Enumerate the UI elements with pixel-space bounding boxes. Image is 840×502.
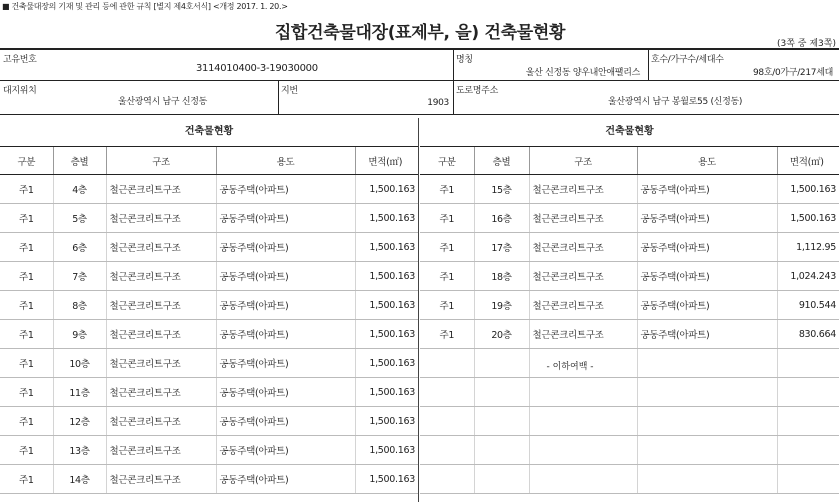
cell-floor: 18층	[474, 262, 529, 291]
cell-floor: 14층	[53, 465, 106, 494]
cell-structure: 철근콘크리트구조	[529, 233, 637, 262]
cell-type: 주1	[420, 204, 474, 233]
table-row	[0, 204, 418, 233]
cell-use: 공동주택(아파트)	[216, 291, 355, 320]
table-row	[420, 204, 839, 233]
header-vdivider	[278, 80, 279, 114]
cell-floor: 15층	[474, 175, 529, 204]
cell-area: 1,500.163	[355, 262, 418, 291]
table-row	[420, 233, 839, 262]
col-header-type: 구분	[420, 147, 474, 175]
col-header-structure: 구조	[529, 147, 637, 175]
cell-use: 공동주택(아파트)	[216, 465, 355, 494]
road-address-value: 울산광역시 남구 봉월로55 (신정동)	[608, 97, 743, 107]
cell-type: 주1	[0, 378, 53, 407]
cell-type: 주1	[0, 320, 53, 349]
cell-area: 1,500.163	[355, 349, 418, 378]
page-info: (3쪽 중 제3쪽)	[777, 39, 836, 49]
cell-structure: 철근콘크리트구조	[529, 204, 637, 233]
cell-area: 1,500.163	[355, 465, 418, 494]
cell-type: 주1	[420, 320, 474, 349]
col-header-type: 구분	[0, 147, 53, 175]
cell-structure: 철근콘크리트구조	[529, 291, 637, 320]
cell-area: 1,500.163	[355, 378, 418, 407]
cell-type: 주1	[0, 204, 53, 233]
unique-no-label: 고유번호	[3, 55, 37, 65]
table-row	[0, 291, 418, 320]
cell-floor: 7층	[53, 262, 106, 291]
cell-floor	[474, 436, 529, 465]
cell-area: 1,112.95	[777, 233, 839, 262]
cell-type	[420, 407, 474, 436]
col-header-floor: 층별	[53, 147, 106, 175]
cell-structure: 철근콘크리트구조	[106, 204, 216, 233]
cell-use: 공동주택(아파트)	[637, 262, 777, 291]
cell-use	[637, 465, 777, 494]
units-label: 호수/가구수/세대수	[651, 55, 724, 65]
site-value: 울산광역시 남구 신정동	[118, 97, 208, 107]
cell-area: 1,500.163	[355, 436, 418, 465]
cell-type	[420, 436, 474, 465]
cell-floor: 8층	[53, 291, 106, 320]
cell-floor: 4층	[53, 175, 106, 204]
cell-structure: 철근콘크리트구조	[529, 175, 637, 204]
cell-use	[637, 378, 777, 407]
cell-area: 1,500.163	[355, 233, 418, 262]
cell-use: 공동주택(아파트)	[216, 349, 355, 378]
cell-area	[777, 465, 839, 494]
header-bottom-border	[0, 114, 839, 115]
cell-type: 주1	[420, 291, 474, 320]
section-title-left: 건축물현황	[184, 126, 234, 137]
cell-floor: 5층	[53, 204, 106, 233]
cell-use: 공동주택(아파트)	[637, 204, 777, 233]
lot-value: 1903	[427, 98, 449, 108]
cell-type: 주1	[0, 291, 53, 320]
units-value: 98호/0가구/217세대	[753, 68, 833, 78]
cell-use: 공동주택(아파트)	[637, 320, 777, 349]
cell-structure: 철근콘크리트구조	[106, 349, 216, 378]
col-header-floor: 층별	[474, 147, 529, 175]
cell-area: 1,500.163	[355, 407, 418, 436]
unique-no-value: 3114010400-3-19030000	[196, 63, 318, 74]
cell-structure: 철근콘크리트구조	[106, 407, 216, 436]
cell-type	[420, 378, 474, 407]
cell-use: 공동주택(아파트)	[216, 320, 355, 349]
name-label: 명칭	[456, 55, 473, 65]
name-value: 울산 신정동 양우내안애팰리스	[525, 68, 640, 78]
cell-structure: 철근콘크리트구조	[106, 320, 216, 349]
cell-structure	[529, 465, 637, 494]
cell-structure: 철근콘크리트구조	[106, 233, 216, 262]
cell-area	[777, 349, 839, 378]
table-row	[0, 320, 418, 349]
cell-floor: 6층	[53, 233, 106, 262]
table-row	[420, 407, 839, 436]
cell-area: 830.664	[777, 320, 839, 349]
cell-floor: 13층	[53, 436, 106, 465]
blank-note: - 이하여백 -	[546, 362, 594, 372]
cell-structure: 철근콘크리트구조	[529, 262, 637, 291]
cell-type: 주1	[0, 175, 53, 204]
road-address-label: 도로명주소	[456, 86, 498, 96]
cell-floor: 11층	[53, 378, 106, 407]
table-row	[0, 407, 418, 436]
cell-type: 주1	[0, 349, 53, 378]
cell-use: 공동주택(아파트)	[637, 233, 777, 262]
col-header-use: 용도	[216, 147, 355, 175]
cell-area: 1,500.163	[777, 175, 839, 204]
cell-area: 1,500.163	[355, 320, 418, 349]
table-row	[420, 378, 839, 407]
cell-area: 910.544	[777, 291, 839, 320]
cell-type	[420, 465, 474, 494]
cell-area: 1,500.163	[355, 291, 418, 320]
cell-area	[777, 378, 839, 407]
col-header-area: 면적(㎡)	[777, 147, 839, 175]
cell-type: 주1	[0, 407, 53, 436]
cell-type: 주1	[0, 465, 53, 494]
cell-use: 공동주택(아파트)	[216, 233, 355, 262]
table-row	[0, 349, 418, 378]
table-header-row	[420, 147, 839, 175]
cell-structure: 철근콘크리트구조	[106, 465, 216, 494]
table-row	[420, 436, 839, 465]
cell-type: 주1	[420, 175, 474, 204]
center-divider	[418, 118, 419, 502]
cell-area: 1,500.163	[777, 204, 839, 233]
cell-structure	[529, 407, 637, 436]
cell-structure: 철근콘크리트구조	[106, 378, 216, 407]
section-title-right: 건축물현황	[605, 126, 654, 137]
table-row	[0, 378, 418, 407]
cell-structure: 철근콘크리트구조	[106, 175, 216, 204]
cell-floor: 12층	[53, 407, 106, 436]
cell-use	[637, 407, 777, 436]
cell-use: 공동주택(아파트)	[216, 262, 355, 291]
cell-structure: 철근콘크리트구조	[106, 291, 216, 320]
cell-use: 공동주택(아파트)	[637, 175, 777, 204]
cell-floor: 10층	[53, 349, 106, 378]
cell-area	[777, 436, 839, 465]
cell-type: 주1	[0, 233, 53, 262]
cell-use: 공동주택(아파트)	[216, 175, 355, 204]
cell-type: 주1	[420, 262, 474, 291]
cell-area	[777, 407, 839, 436]
table-row	[0, 465, 418, 494]
cell-structure: 철근콘크리트구조	[106, 262, 216, 291]
cell-area: 1,024.243	[777, 262, 839, 291]
table-row	[0, 175, 418, 204]
table-row	[420, 465, 839, 494]
cell-type: 주1	[420, 233, 474, 262]
cell-structure	[529, 436, 637, 465]
cell-floor: 19층	[474, 291, 529, 320]
cell-floor: 9층	[53, 320, 106, 349]
cell-type: 주1	[0, 262, 53, 291]
floor-table-right	[420, 146, 839, 494]
table-row	[0, 436, 418, 465]
site-label: 대지위치	[3, 86, 37, 96]
form-reference: ■ 건축물대장의 기재 및 관리 등에 관한 규칙 [별지 제4호서식] <개정 2017. 1. 20.>	[2, 2, 288, 11]
header-vdivider	[648, 50, 649, 80]
col-header-use: 용도	[637, 147, 777, 175]
cell-use: 공동주택(아파트)	[216, 378, 355, 407]
cell-use: 공동주택(아파트)	[216, 407, 355, 436]
cell-structure: 철근콘크리트구조	[106, 436, 216, 465]
cell-structure	[529, 378, 637, 407]
cell-floor	[474, 465, 529, 494]
cell-area: 1,500.163	[355, 204, 418, 233]
cell-floor: 20층	[474, 320, 529, 349]
cell-use: 공동주택(아파트)	[216, 436, 355, 465]
header-divider	[0, 80, 839, 81]
cell-floor: 16층	[474, 204, 529, 233]
cell-type: 주1	[0, 436, 53, 465]
cell-structure: 철근콘크리트구조	[529, 320, 637, 349]
header-vdivider	[453, 50, 454, 114]
cell-use	[637, 436, 777, 465]
col-header-structure: 구조	[106, 147, 216, 175]
header-info-box	[0, 48, 839, 116]
col-header-area: 면적(㎡)	[355, 147, 418, 175]
table-header-row	[0, 147, 418, 175]
cell-use: 공동주택(아파트)	[216, 204, 355, 233]
table-row	[420, 291, 839, 320]
table-row	[0, 233, 418, 262]
cell-floor: 17층	[474, 233, 529, 262]
lot-label: 지번	[281, 86, 298, 96]
table-row	[0, 262, 418, 291]
cell-area: 1,500.163	[355, 175, 418, 204]
table-row	[420, 320, 839, 349]
page-title: 집합건축물대장(표제부, 을) 건축물현황	[274, 23, 566, 43]
table-row	[420, 262, 839, 291]
floor-table-left	[0, 146, 418, 494]
cell-floor	[474, 378, 529, 407]
cell-floor	[474, 407, 529, 436]
cell-use: 공동주택(아파트)	[637, 291, 777, 320]
table-row	[420, 175, 839, 204]
